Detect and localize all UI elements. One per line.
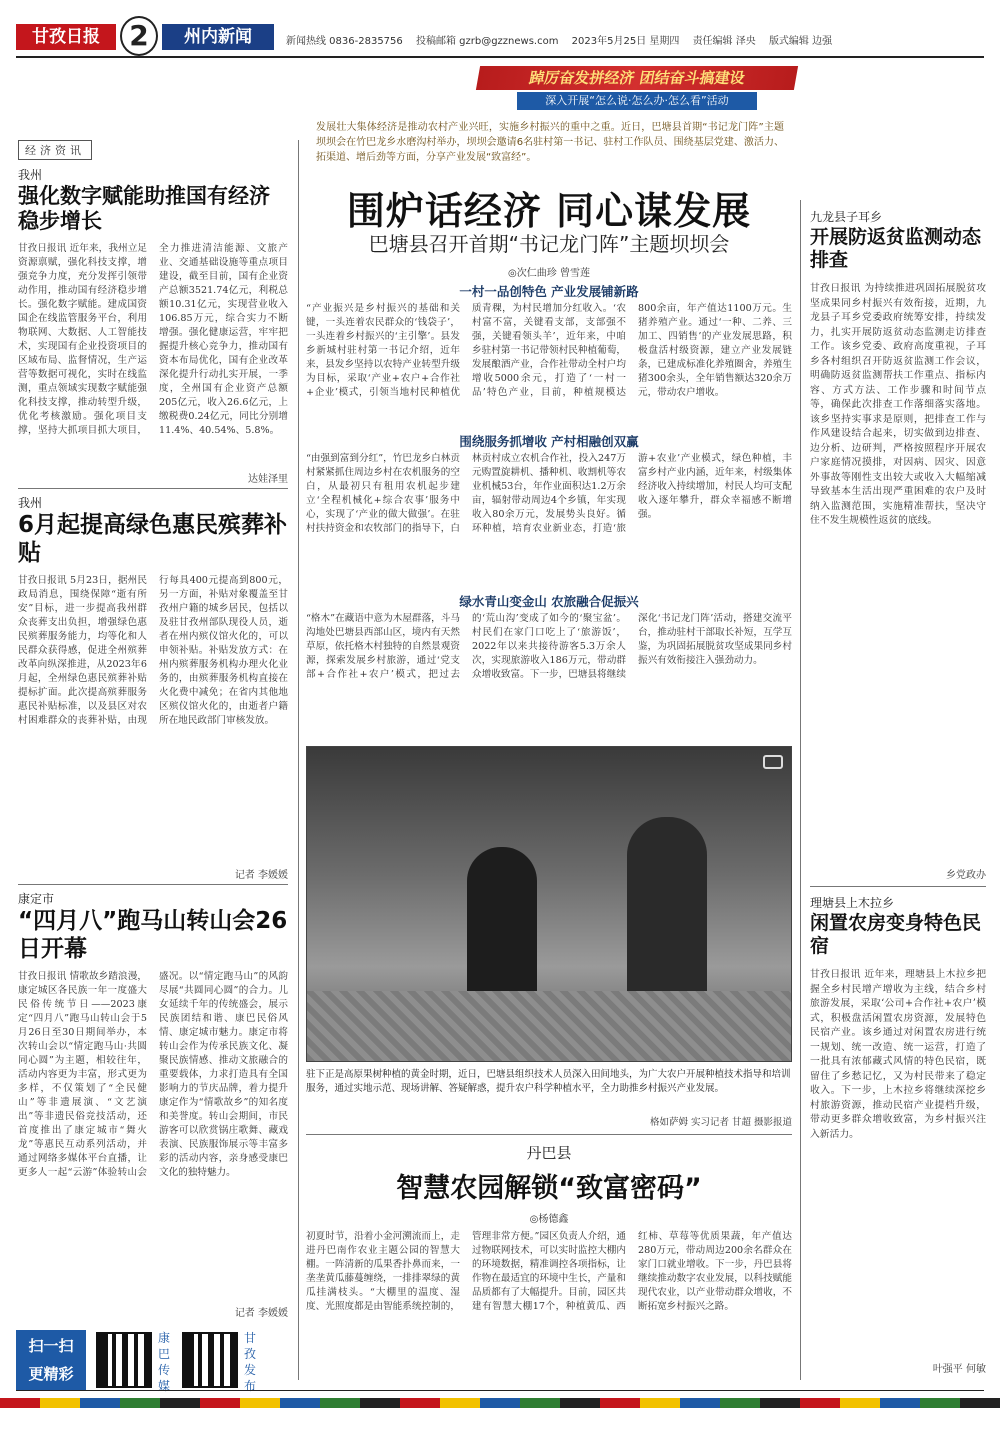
section1-head: 一村一品创特色 产业发展铺新路 — [459, 284, 639, 299]
scan-badge-line1: 扫一扫 — [28, 1337, 74, 1355]
page-number: 2 — [120, 16, 158, 56]
story2-body: 甘孜日报讯 5月23日，据州民政局消息，围绕保障“逝有所安”目标，进一步提高我州群众丧葬支出负担，增强绿色惠民殡葬服务能力，均等化和人民群众获得感，促进全州殡葬改革向纵深推进，从2023年6月起，全州绿色惠民殡葬补贴提标扩面。此次提高殡葬服务惠民补贴标准，以及县区对农村困难群众的丧葬补贴，由现行每具400元提高到800元，另一方面，补贴对象覆盖至甘孜州户籍的城乡居民，包括以及驻甘孜州部队现役人员，逝者在州内殡仪馆火化的，可以申领补贴。补贴发放方式：在州内殡葬服务机构办理火化业务的，由殡葬服务机构直接在火化费中减免；在省内其他地区殡仪馆火化的，由逝者户籍所在地民政部门审核发放。 — [18, 575, 288, 726]
story2-byline: ◎杨德鑫 — [529, 1214, 569, 1225]
story2-title: 6月起提高绿色惠民殡葬补贴 — [18, 512, 288, 566]
right-story1-body: 甘孜日报讯 为持续推进巩固拓展脱贫攻坚成果同乡村振兴有效衔接，近期，九龙县子耳乡党委政府统筹安排，持续发力，扎实开展防返贫动态监测走访排查工作。该乡党委、政府高度重视，子耳乡各村组织召开防返贫监测工作会议，明确防返贫监测帮扶工作重点、指标内容、方式方法、工作步骤和时间节点等，确保此次排查工作落细落实落地。该乡坚持实事求是原则，把排查工作与作风建设结合起来，切实做到边排查、边分析、边研判，严格按照程序开展农户家庭情况摸排，对因病、因灾、因意外事故等刚性支出较大或收入大幅缩减导致基本生活出现严重困难的农户及时纳入监测范围，实施精准帮扶，坚决守住不发生规模性返贫的底线。 — [810, 283, 986, 526]
scan-badge — [16, 1330, 86, 1390]
paper-logo: 甘孜日报 — [16, 24, 116, 50]
photo-ground — [307, 991, 792, 1061]
story2-headline: 智慧农园解锁“致富密码” — [396, 1173, 702, 1204]
story3-byline: 记者 李媛媛 — [234, 1308, 288, 1319]
right-story1-title: 开展防返贫监测动态排查 — [810, 226, 982, 271]
story-divider — [18, 488, 288, 489]
masthead-info — [286, 32, 842, 47]
section1-body: “产业振兴是乡村振兴的基础和关键，一头连着农民群众的‘钱袋子’，一头连着乡村振兴的‘主引擎’。县发乡新城村驻村第一书记介绍，近年来，县发乡坚持以农特产业转型升级为目标，采取‘产业+农户+合作社+企业’模式，引领当地村民种植优质青稞，为村民增加分红收入。‘农村富不富，关键看支部，支部强不强，关键看领头羊’，近年来，中咱乡驻村第一书记带领村民种植葡萄，发展酿酒产业，合作社带动全村户均增收5000余元，打造了‘一村一品’特色产业，目前，种植规模达800余亩，年产值达1100万元。生猪养殖产业。通过‘一种、二养、三加工、四销售’的产业发展思路，积极盘活村级资源，建立产业发展链条，已建成标准化养殖圈舍，养殖生猪300余头，全年销售额达320余万元，带动农户增收。 — [306, 303, 792, 398]
scan-badge-line2: 更精彩 — [28, 1365, 74, 1383]
right-story2-kicker: 理塘县上木拉乡 — [810, 896, 895, 910]
masthead — [0, 0, 1000, 64]
lead-intro: 发展壮大集体经济是推动农村产业兴旺，实施乡村振兴的重中之重。近日，巴塘县首期“书记龙门阵”主题坝坝会在竹巴龙乡水磨沟村举办，坝坝会邀请6名驻村第一书记、驻村工作队员、围绕基层党建、激活力、拓渠道、增后劲等方面，分享产业发展“致富经”。 — [316, 122, 784, 163]
masthead-divider — [16, 56, 984, 58]
news-photo[interactable] — [306, 746, 792, 1062]
color-registration-bar — [0, 1398, 1000, 1408]
camera-icon — [763, 755, 783, 769]
story2-byline: 记者 李媛媛 — [234, 870, 288, 881]
bottom-divider — [16, 1390, 984, 1391]
main-headline: 围炉话经济 同心谋发展 — [346, 189, 752, 233]
banner-sub: 深入开展“怎么说·怎么办·怎么看”活动 — [517, 92, 757, 110]
campaign-banner — [478, 66, 796, 110]
left-column — [18, 140, 288, 1380]
section2-body: “由强到富到分红”，竹巴龙乡白林贡村紧紧抓住周边乡村在农机服务的空白，从最初只有租用农机起步建立‘全程机械化+综合农事’服务中心，实现了‘产业的做大做强’。在驻村扶持资金和农牧部门的指导下，白林贡村成立农机合作社，投入247万元购置旋耕机、播种机、收割机等农业机械53台，年作业面积达1.2万余亩，辐射带动周边4个乡镇，年实现收入80余万元，发展势头良好。循环种植，培育农业新业态，打造‘旅游+农业’产业模式，绿色种植，丰富乡村产业内涵，近年来，村级集体经济收入持续增加，村民人均可支配收入逐年攀升，群众幸福感不断增强。 — [306, 453, 792, 534]
qr-code-kangba[interactable] — [96, 1332, 152, 1388]
story-divider — [18, 884, 288, 885]
footer-promo — [16, 1330, 286, 1393]
submission-email: 投稿邮箱 gzrb@gzznews.com — [415, 36, 559, 47]
story1-body: 甘孜日报讯 近年来，我州立足资源禀赋，强化科技支撑，增强竞争力度，充分发挥引领带动作用，推动国有经济稳步增长。强化数字赋能。建成国资国企在线监管服务平台，利用物联网、大数据、人工智能技术，实现国有企业投资项目的区域布局、监督情况，生产运营等数据可视化，实时在线监测，重点领域实现数字赋能强化科技支撑，推动转型升级，优化考核激励。强化项目支撑，坚持大抓项目抓大项目，全力推进清洁能源、文旅产业、交通基础设施等重点项目建设，截至目前，国有企业资产总额3521.74亿元，利税总额10.31亿元，实现营业收入106.85万元，综合实力不断增强。强化健康运营，牢牢把握提升核心竞争力，推动国有资本布局优化，国有企业改革深化提升行动扎实开展，一季度，全州国有企业资产总额205亿元，收入26.6亿元，上缴税费0.24亿元，同比分别增11.4%、40.54%、5.8%。 — [18, 243, 288, 436]
main-byline: ◎次仁曲珍 曾雪莲 — [508, 268, 590, 279]
right-story2-byline: 叶强平 何敏 — [932, 1364, 986, 1375]
news-hotline: 新闻热线 0836-2835756 — [286, 36, 403, 47]
story1-title: 强化数字赋能助推国有经济稳步增长 — [18, 184, 270, 234]
right-story1-kicker: 九龙县子耳乡 — [810, 210, 883, 224]
section3-head: 绿水青山变金山 农旅融合促振兴 — [459, 594, 639, 609]
story3-body: 甘孜日报讯 情歌故乡踏浪漫，康定城区各民族一年一度盛大民俗传统节日——2023康定“四月八”跑马山转山会于5月26日至30日期间举办，本次转山会以“情定跑马山·共圆同心圆”为主题，相较往年，活动内容更为丰富，形式更为多样，不仅策划了“全民健山”等非遗展演、“文艺演出”等非遗民俗竞技活动，还首度推出了康定城市“舞火龙”等惠民互动系列活动，并通过网络多媒体平台直播，让更多人一起“云游”体验转山会盛况。以“情定跑马山”的风韵尽展“共圆同心圆”的合力。儿女延续千年的传统盛会，展示民族团结和谐、康巴民俗风情、康定城市魅力。康定市将转山会作为传承民族文化、凝聚民族情感、推动文旅融合的重要载体，力求打造具有全国影响力的节庆品牌，着力提升康定作为“情歌故乡”的知名度和美誉度。转山会期间，市民游客可以欣赏锅庄歌舞、藏戏表演、民族服饰展示等丰富多彩的活动内容，亲身感受康巴文化的独特魅力。 — [18, 971, 288, 1178]
column-divider — [800, 200, 801, 1380]
main-subheadline: 巴塘县召开首期“书记龙门阵”主题坝坝会 — [368, 232, 730, 256]
story-divider — [810, 886, 986, 887]
qr-label-kangba: 康巴传媒 — [158, 1331, 171, 1393]
qr-label-ganzi: 甘孜发布 — [244, 1331, 257, 1393]
banner-main: 踔厉奋发拼经济 团结奋斗搞建设 — [476, 66, 798, 90]
story3-title: “四月八”跑马山转山会26日开幕 — [18, 908, 288, 962]
story2-kicker: 我州 — [18, 496, 43, 510]
section-name: 州内新闻 — [162, 24, 274, 50]
qr-code-ganzi[interactable] — [182, 1332, 238, 1388]
right-story1-byline: 乡党政办 — [946, 870, 986, 881]
column-tag: 经济资讯 — [18, 140, 92, 160]
center-column — [306, 114, 792, 1384]
story-divider — [306, 1134, 792, 1135]
right-story2-body: 甘孜日报讯 近年来，理塘县上木拉乡把握全乡村民增产增收为主线，结合乡村旅游发展，采取‘公司+合作社+农户’模式，积极盘活闲置农房资源，发展特色民宿产业。该乡通过对闲置农房进行统一规划、统一改造、统一运营，打造了一批具有浓郁藏式风情的特色民宿，既留住了乡愁记忆，又为村民带来了稳定收入。下一步，上木拉乡将继续深挖乡村旅游资源，推动民宿产业提档升级，带动更多群众增收致富，为乡村振兴注入新活力。 — [810, 969, 986, 1140]
issue-date: 2023年5月25日 星期四 — [571, 36, 680, 47]
photo-credit: 格如萨姆 实习记者 甘超 摄影报道 — [649, 1117, 792, 1128]
story2-body: 初夏时节，沿着小金河溯流而上，走进丹巴南作农业主题公园的智慧大棚。一阵清新的瓜果香扑鼻而来，一垄垄黄瓜藤蔓缠绕，一排排翠绿的黄瓜挂满枝头。“大棚里的温度、湿度、光照度都是由智能系统控制的，管理非常方便。”园区负责人介绍，通过物联网技术，可以实时监控大棚内的环境数据，精准调控各项指标，让作物在最适宜的环境中生长，产量和品质都有了大幅提升。目前，园区共建有智慧大棚17个，种植黄瓜、西红柿、草莓等优质果蔬，年产值达280万元，带动周边200余名群众在家门口就业增收。下一步，丹巴县将继续推动数字农业发展，以科技赋能现代农业，以产业带动群众增收，不断拓宽乡村振兴之路。 — [306, 1231, 792, 1312]
column-divider — [298, 140, 299, 1380]
story1-byline: 达娃泽里 — [248, 474, 288, 485]
photo-caption: 驻下正是高原果树种植的黄金时期，近日，巴塘县组织技术人员深入田间地头，为广大农户开展种植技术指导和培训服务，通过实地示范、现场讲解、答疑解惑，提升农户科学种植水平，全力助推乡村振兴产业发展。 — [306, 1069, 791, 1094]
section2-head: 围绕服务抓增收 产村相融创双赢 — [459, 434, 639, 449]
story1-kicker: 我州 — [18, 168, 43, 182]
story3-kicker: 康定市 — [18, 892, 55, 906]
right-column — [810, 200, 986, 1384]
layout-editor: 版式编辑 边强 — [768, 36, 833, 47]
story2-kicker: 丹巴县 — [526, 1144, 572, 1162]
section3-body: “格木”在藏语中意为木屋群落，斗马沟地处巴塘县西部山区，境内有天然草原，依托格木村独特的自然景观资源，探索发展乡村旅游，通过‘党支部+合作社+农户’模式，把过去的‘荒山沟’变成了如今的‘聚宝盆’。村民们在家门口吃上了‘旅游饭’，2022年以来共接待游客5.3万余人次，实现旅游收入186万元，带动群众增收致富。下一步，巴塘县将继续深化‘书记龙门阵’活动，搭建交流平台，推动驻村干部取长补短，互学互鉴，为巩固拓展脱贫攻坚成果同乡村振兴有效衔接注入强劲动力。 — [306, 613, 792, 680]
right-story2-title: 闲置农房变身特色民宿 — [810, 912, 982, 957]
responsible-editor: 责任编辑 泽央 — [692, 36, 756, 47]
